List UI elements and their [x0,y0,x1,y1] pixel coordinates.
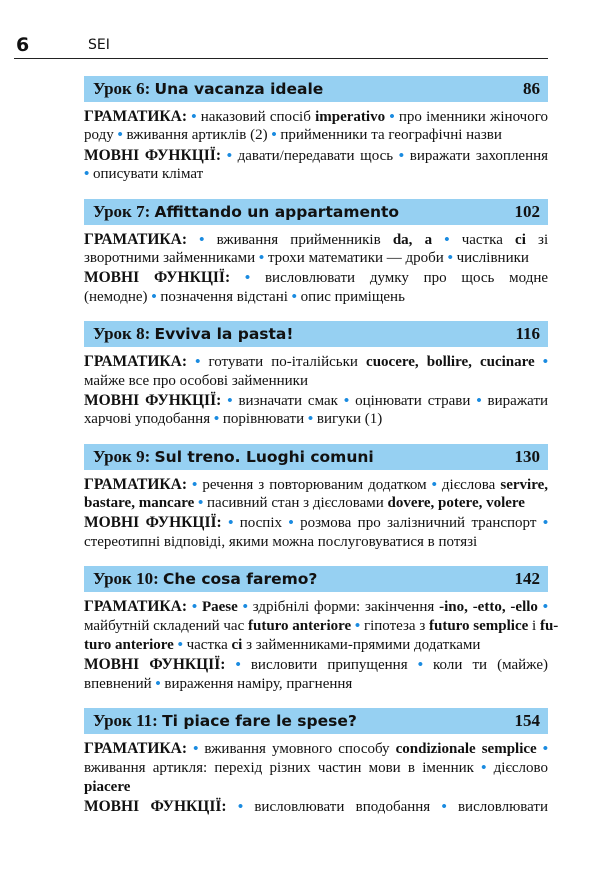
lesson-entry [84,199,548,308]
text-segment: готувати по-італійськи [208,354,358,371]
table-of-contents [84,76,559,831]
bullet-icon: • [542,515,549,532]
bullet-icon: • [155,675,161,692]
text-line [84,165,548,184]
italian-term: futuro semplice [429,617,529,634]
lesson-page-number: 130 [514,446,540,466]
text-line [84,655,548,674]
bullet-icon: • [193,741,199,758]
text-line [84,249,548,268]
text-segment: позначення відстані [160,288,288,305]
text-segment: висловлювати [457,799,549,816]
bullet-icon: • [195,354,201,371]
bullet-icon: • [542,599,549,616]
lesson-header-bar [84,199,548,225]
lesson-title: Ti piace fare le spese? [162,712,357,731]
section-label: МОВНІ ФУНКЦІЇ: [84,798,227,816]
text-segment: здрібнілі форми: закінчення [252,599,435,616]
bullet-icon: • [226,147,232,164]
italian-term: piacere [84,778,131,795]
lesson-title: Una vacanza ideale [154,80,324,98]
section-label: ГРАМАТИКА: [84,475,187,493]
lesson-title: Affittando un appartamento [154,202,400,221]
italian-term: -ino, -etto, -ello [439,599,538,616]
bullet-icon: • [191,599,198,616]
bullet-icon: • [235,657,241,674]
text-segment: наказовий спосіб [200,109,311,125]
section-label: МОВНІ ФУНКЦІЇ: [84,514,222,532]
text-segment: поспіх [239,515,283,532]
lesson-title: Sul treno. Luoghi comuni [154,447,374,466]
text-segment: дієслова [441,476,496,493]
text-segment: про іменники жіночого [398,109,549,125]
lesson-entry [84,444,548,553]
section-label: ГРАМАТИКА: [84,740,187,758]
lesson-description [84,592,559,694]
bullet-icon: • [227,392,233,409]
lesson-title: Che cosa faremo? [163,570,318,589]
lesson-header-bar [84,76,548,102]
section-label: МОВНІ ФУНКЦІЇ: [84,391,222,409]
text-segment: вживання прийменників [216,231,381,248]
text-segment: опис приміщень [300,288,405,305]
bullet-icon: • [398,147,405,164]
bullet-icon: • [431,476,437,493]
bullet-icon: • [354,617,361,634]
section-label: ГРАМАТИКА: [84,353,187,371]
page-number: 6 [16,34,30,56]
text-segment: зі [538,231,549,248]
lesson-description [84,102,548,185]
text-line [84,268,548,287]
bullet-icon: • [444,231,450,248]
bullet-icon: • [542,741,549,758]
italian-term: ci [515,231,526,248]
lesson-heading [93,202,399,222]
bullet-icon: • [542,354,549,371]
bullet-icon: • [447,249,453,266]
text-line [84,288,548,307]
text-segment: впевнений [84,675,152,692]
lesson-title: Evviva la pasta! [154,325,294,344]
bullet-icon: • [288,515,294,532]
text-segment: зворотними займенниками [84,249,256,266]
text-segment: розмова про залізничний транспорт [300,515,537,532]
lesson-heading [93,447,374,467]
italian-term: da, a [392,231,433,248]
lesson-entry [84,321,548,430]
text-segment: дієслово [493,759,549,776]
lesson-entry [84,708,548,817]
text-line [84,107,548,126]
text-line [84,126,548,145]
text-segment: коли ти (майже) [433,657,548,674]
text-segment: визначати смак [238,392,338,409]
bullet-icon: • [271,127,277,144]
bullet-icon: • [343,392,350,409]
lesson-heading [93,324,293,344]
lesson-page-number: 102 [514,201,540,221]
italian-term: condizionale semplice [395,741,537,758]
italian-term: cuocere, bollire, cucinare [366,354,535,371]
italian-term: futuro anteriore [247,617,352,634]
bullet-icon: • [213,411,220,428]
header-rule [14,58,548,59]
text-line [84,352,548,371]
text-segment: вживання артикля: перехід різних частин мови в іменник [84,759,474,776]
text-line [84,759,548,778]
bullet-icon: • [389,109,395,125]
bullet-icon: • [307,411,314,428]
text-segment: стереотипні відповіді, якими можна послуговуватися в потязі [84,533,478,550]
text-segment: роду [84,127,114,144]
text-segment: майбутній складений час [84,617,245,634]
bullet-icon: • [417,657,423,674]
text-line [84,778,548,797]
italian-term: Paese [201,599,238,616]
text-line [84,675,548,694]
italian-term: ci [231,637,243,654]
text-line [84,146,548,165]
lesson-number: Урок 7: [93,201,151,221]
italian-term: turo anteriore [84,637,174,654]
text-line [84,230,548,249]
text-line [84,513,548,532]
text-segment: висловлювати думку про щось модне [264,270,549,287]
text-line [84,372,548,391]
bullet-icon: • [242,599,248,616]
text-segment: вираження наміру, прагнення [164,675,353,692]
bullet-icon: • [117,127,123,144]
bullet-icon: • [441,799,447,816]
text-segment: порівнювати [222,411,305,428]
italian-term: bastare, mancare [84,495,195,512]
lesson-description [84,225,548,308]
lesson-heading [93,569,317,589]
bullet-icon: • [192,476,198,493]
text-segment: прийменники та географічні назви [280,127,502,144]
bullet-icon: • [198,495,204,512]
bullet-icon: • [258,249,265,266]
text-segment: трохи математики — дроби [267,249,444,266]
bullet-icon: • [237,799,244,816]
text-segment: майже все про особові займенники [84,372,308,389]
text-line [84,533,548,552]
text-segment: частка [461,231,503,248]
bullet-icon: • [244,270,251,287]
text-segment: вживання умовного способу [204,741,390,758]
section-label: ГРАМАТИКА: [84,598,187,616]
text-segment: частка [186,637,228,654]
section-label: ГРАМАТИКА: [84,108,187,125]
text-segment: висловлювати вподобання [254,799,431,816]
lesson-header-bar [84,321,548,347]
lesson-number: Урок 8: [93,324,151,344]
text-segment: харчові уподобання [84,411,211,428]
text-line [84,617,559,636]
bullet-icon: • [191,109,197,125]
bullet-icon: • [151,288,157,305]
text-segment: давати/передавати щось [237,147,394,164]
text-segment: (немодне) [84,288,148,305]
text-line [84,597,548,616]
bullet-icon: • [481,759,487,776]
running-title: SEI [88,37,110,53]
text-line [84,636,548,655]
section-label: МОВНІ ФУНКЦІЇ: [84,146,221,164]
lesson-description [84,470,548,553]
text-line [84,739,548,758]
lesson-header-bar [84,444,548,470]
lesson-number: Урок 11: [93,711,158,731]
text-segment: висловити припущення [250,657,408,674]
text-line [84,410,548,429]
text-segment: вигуки (1) [316,411,383,428]
lesson-header-bar [84,708,548,734]
section-label: МОВНІ ФУНКЦІЇ: [84,269,231,287]
lesson-page-number: 86 [523,79,540,98]
bullet-icon: • [228,515,234,532]
text-segment: виражати захоплення [409,147,549,164]
lesson-heading [93,79,323,99]
lesson-description [84,734,548,817]
bullet-icon: • [177,637,183,654]
text-segment: гіпотеза з [363,617,426,634]
section-label: МОВНІ ФУНКЦІЇ: [84,656,226,674]
text-segment: з займенниками-прямими додатками [246,637,481,654]
italian-term: fu- [539,617,559,634]
text-line [84,391,548,410]
lesson-entry [84,76,548,185]
text-segment: речення з повторюваним додатком [202,476,427,493]
lesson-number: Урок 9: [93,446,151,466]
bullet-icon: • [84,166,90,183]
lesson-number: Урок 10: [93,569,159,589]
text-segment: виражати [487,392,549,409]
lesson-page-number: 116 [515,324,540,344]
lesson-heading [93,711,357,731]
text-line [84,797,548,816]
text-segment: описувати клімат [93,166,204,183]
text-line [84,494,548,513]
section-label: ГРАМАТИКА: [84,230,187,248]
italian-term: servire, [500,476,548,493]
lesson-entry [84,566,559,694]
lesson-description [84,347,548,430]
italian-term: imperativo [315,109,386,125]
lesson-number: Урок 6: [93,79,151,98]
text-segment: пасивний стан з дієсловами [207,495,384,512]
text-line [84,475,548,494]
bullet-icon: • [199,231,205,248]
text-segment: вживання артиклів (2) [126,127,268,144]
lesson-page-number: 142 [514,569,540,589]
bullet-icon: • [476,392,482,409]
text-segment: числівники [456,249,529,266]
text-segment: оцінювати страви [355,392,471,409]
bullet-icon: • [291,288,297,305]
italian-term: dovere, potere, volere [387,495,525,512]
lesson-page-number: 154 [514,711,540,731]
text-segment: і [532,617,537,634]
lesson-header-bar [84,566,548,592]
